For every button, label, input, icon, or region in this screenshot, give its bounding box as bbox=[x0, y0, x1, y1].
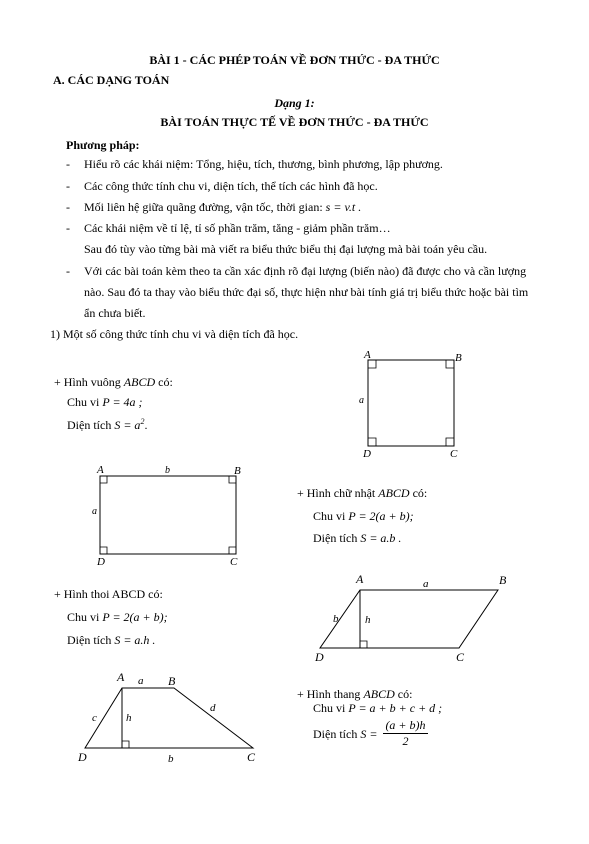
rect-label-c-vertex: C bbox=[230, 556, 238, 567]
rhombus-area: Diện tích S = a.h . bbox=[67, 633, 156, 647]
square-figure bbox=[355, 345, 470, 460]
dang-title: BÀI TOÁN THỰC TẾ VỀ ĐƠN THỨC - ĐA THỨC bbox=[160, 115, 429, 129]
trap-label-bottom: b bbox=[168, 753, 174, 765]
square-perimeter: Chu vi P = 4a ; bbox=[67, 395, 143, 409]
trapezoid-figure bbox=[70, 665, 270, 773]
trap-label-right: d bbox=[210, 702, 216, 714]
fraction-denominator: 2 bbox=[402, 734, 409, 748]
phuong-phap-heading: Phương pháp: bbox=[66, 138, 140, 152]
rhombus-label-top: a bbox=[423, 578, 429, 590]
bullet-dash: - bbox=[66, 200, 70, 214]
trapezoid-heading: + Hình thang ABCD có: bbox=[297, 687, 413, 701]
rect-label-b-vertex: B bbox=[234, 465, 241, 477]
bullet-2: Các công thức tính chu vi, diện tích, thể tích các hình đã học. bbox=[84, 179, 378, 193]
bullet-dash: - bbox=[66, 221, 70, 235]
bullet-dash: - bbox=[66, 179, 70, 193]
square-label-b-vertex: B bbox=[455, 352, 462, 364]
rhombus-label-height: h bbox=[365, 614, 371, 626]
square-label-c-vertex: C bbox=[450, 448, 458, 460]
trap-label-height: h bbox=[126, 712, 132, 724]
intro-formulas: 1) Một số công thức tính chu vi và diện tích đã học. bbox=[50, 327, 299, 341]
fraction-numerator: (a + b)h bbox=[385, 718, 426, 732]
trap-label-c-vertex: C bbox=[247, 750, 256, 764]
rectangle-heading: + Hình chữ nhật ABCD có: bbox=[297, 486, 428, 500]
rectangle-figure bbox=[88, 462, 248, 567]
bullet-5: Với các bài toán kèm theo ta cần xác định rõ đại lượng (biến nào) đã được cho và cần lượng bbox=[84, 264, 527, 278]
square-label-side: a bbox=[359, 395, 364, 406]
square-area: Diện tích $S = a^2$. bbox=[67, 417, 148, 432]
rect-label-height: a bbox=[92, 506, 97, 517]
bullet-1: Hiểu rõ các khái niệm: Tổng, hiệu, tích, thương, bình phương, lập phương. bbox=[84, 157, 443, 171]
rhombus-label-side: b bbox=[333, 613, 339, 625]
trap-label-a-vertex: A bbox=[117, 670, 125, 684]
rhombus-label-c-vertex: C bbox=[456, 650, 465, 664]
rect-label-width: b bbox=[165, 465, 170, 476]
rectangle-area: Diện tích S = a.b . bbox=[313, 531, 402, 545]
rhombus-label-b-vertex: B bbox=[499, 573, 507, 587]
dang-label: Dạng 1: bbox=[274, 96, 315, 110]
speed-formula: s = v.t . bbox=[325, 200, 362, 214]
trapezoid-area-fraction bbox=[383, 718, 427, 749]
trap-label-top: a bbox=[138, 675, 144, 687]
bullet-5-continued: nào. Sau đó ta thay vào biểu thức đại số, thực hiện như bài tính giá trị biểu thức hoặc bài tìm bbox=[84, 285, 529, 299]
trapezoid-perimeter: Chu vi P = a + b + c + d ; bbox=[313, 701, 443, 715]
bullet-5-continued: ẩn chưa biết. bbox=[84, 306, 146, 320]
rectangle-perimeter: Chu vi P = 2(a + b); bbox=[313, 509, 414, 523]
bullet-3: Mối liên hệ giữa quãng đường, vận tốc, thời gian: bbox=[84, 200, 323, 214]
square-heading: + Hình vuông ABCD có: bbox=[54, 375, 173, 389]
square-label-a-vertex: A bbox=[364, 349, 371, 361]
rhombus-label-d-vertex: D bbox=[315, 650, 324, 664]
square-label-d-vertex: D bbox=[363, 448, 371, 460]
bullet-dash: - bbox=[66, 157, 70, 171]
page-title: BÀI 1 - CÁC PHÉP TOÁN VỀ ĐƠN THỨC - ĐA THỨC bbox=[149, 53, 440, 67]
rhombus-perimeter: Chu vi P = 2(a + b); bbox=[67, 610, 168, 624]
trap-label-b-vertex: B bbox=[168, 674, 176, 688]
bullet-4: Các khái niệm về tỉ lệ, tỉ số phần trăm, tăng - giảm phần trăm… bbox=[84, 221, 391, 235]
rect-label-d-vertex: D bbox=[97, 556, 105, 567]
rect-label-a-vertex: A bbox=[97, 464, 104, 476]
trap-label-left: c bbox=[92, 712, 97, 724]
section-a-heading: A. CÁC DẠNG TOÁN bbox=[53, 73, 170, 87]
trapezoid-area: Diện tích S = $\frac{(a + b)h}{2}$ bbox=[313, 718, 426, 748]
bullet-4-continued: Sau đó tùy vào từng bài mà viết ra biểu thức biểu thị đại lượng mà bài toán yêu cầu. bbox=[84, 242, 488, 256]
rhombus-label-a-vertex: A bbox=[356, 572, 364, 586]
bullet-3-line bbox=[84, 200, 361, 215]
rhombus-heading: + Hình thoi ABCD có: bbox=[54, 587, 163, 601]
rhombus-figure bbox=[310, 568, 520, 666]
trap-label-d-vertex: D bbox=[78, 750, 87, 764]
bullet-dash: - bbox=[66, 264, 70, 278]
